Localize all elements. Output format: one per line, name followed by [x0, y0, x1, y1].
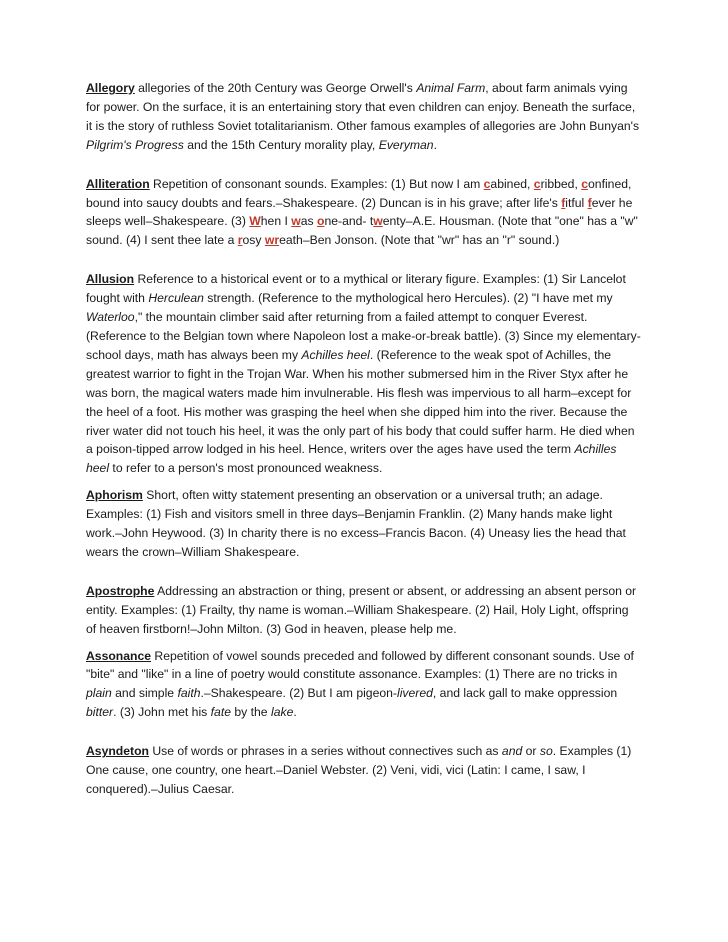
- definition-text: Use of words or phrases in a series without connectives such as: [148, 744, 502, 759]
- term-heading: Asyndeton: [86, 744, 149, 759]
- definition-text: ne-and- t: [324, 214, 374, 229]
- definition-text: , about farm animals vying for power. On the surface, it is an entertaining story that even children can enjoy. Beneath the surface, it is the story of ruthless Soviet totalitarianism. Other famous examples of allegories are John Bunyan's: [86, 81, 640, 133]
- italic-text: fate: [210, 705, 231, 720]
- italic-text: faith: [177, 686, 201, 701]
- italic-text: bitter: [86, 705, 114, 720]
- term-heading: Assonance: [86, 648, 152, 663]
- definition-text: Addressing an abstraction or thing, present or absent, or addressing an absent person or entity. Examples: (1) Frailty, thy name is woman.–William Shakespeare. (2) Hail, Holy Light, offspring of heaven firstborn!–John Milton. (3) God in heaven, please help me.: [86, 583, 637, 636]
- italic-text: so: [539, 744, 553, 759]
- italic-text: lake: [270, 705, 294, 720]
- glossary-entry-allegory: [86, 79, 642, 155]
- glossary-entry-alliteration: [86, 175, 642, 251]
- definition-text: abined,: [490, 176, 534, 191]
- definition-text: or: [522, 744, 540, 759]
- glossary-entry-apostrophe: [86, 582, 642, 639]
- definition-text: ever he sleeps well–Shakespeare. (3): [86, 195, 633, 229]
- italic-text: Achilles heel: [301, 347, 370, 362]
- definition-text: .–Shakespeare. (2) But I am pigeon-: [200, 686, 397, 701]
- definition-text: ," the mountain climber said after returning from a failed attempt to conquer Everest. (Reference to the Belgian town where Napoleon lost a make-or-break battle). (3) Since my elementary-school days, math has always been my: [86, 310, 641, 362]
- term-heading: Alliteration: [86, 176, 150, 191]
- highlighted-sound: c: [533, 176, 541, 191]
- glossary-entry-assonance: [86, 647, 642, 723]
- term-heading: Allusion: [86, 272, 135, 287]
- entry-spacer: [86, 155, 642, 175]
- definition-text: osy: [242, 233, 265, 248]
- definition-text: itful: [565, 195, 588, 210]
- definition-text: as: [300, 214, 318, 229]
- definition-text: Repetition of consonant sounds. Examples: (1) But now I am: [149, 176, 484, 191]
- highlighted-sound: w: [291, 214, 301, 229]
- definition-text: by the: [231, 705, 271, 720]
- glossary-entry-allusion: [86, 270, 642, 478]
- term-heading: Aphorism: [86, 488, 143, 503]
- entry-spacer: [86, 722, 642, 742]
- entry-spacer: [86, 250, 642, 270]
- definition-text: . Examples (1) One cause, one country, one heart.–Daniel Webster. (2) Veni, vidi, vici (Latin: I came, I saw, I conquered).–Julius Caesar.: [86, 744, 632, 796]
- term-heading: Apostrophe: [86, 583, 155, 598]
- definition-text: to refer to a person's most pronounced weakness.: [109, 461, 383, 476]
- italic-text: Herculean: [148, 291, 204, 306]
- definition-text: .: [293, 705, 297, 720]
- italic-text: Achilles heel: [86, 442, 617, 476]
- definition-text: ribbed,: [540, 176, 582, 191]
- highlighted-sound: wr: [264, 233, 280, 248]
- definition-text: allegories of the 20th Century was George Orwell's: [134, 81, 417, 95]
- highlighted-sound: r: [237, 233, 243, 248]
- italic-text: plain: [86, 686, 112, 701]
- definition-text: Reference to a historical event or to a mythical or literary figure. Examples: (1) Sir Lancelot fought with: [86, 272, 626, 306]
- glossary-entry-asyndeton: [86, 742, 642, 799]
- definition-text: and the 15th Century morality play,: [183, 137, 379, 152]
- definition-text: eath–Ben Jonson. (Note that "wr" has an "r" sound.): [279, 233, 560, 248]
- italic-text: Waterloo: [86, 310, 135, 325]
- definition-text: enty–A.E. Housman. (Note that "one" has a "w" sound. (4) I sent thee late a: [86, 214, 638, 248]
- glossary-entry-aphorism: [86, 486, 642, 562]
- definition-text: strength. (Reference to the mythological hero Hercules). (2) "I have met my: [203, 291, 613, 306]
- definition-text: , and lack gall to make oppression: [432, 686, 618, 701]
- italic-text: and: [501, 744, 523, 759]
- definition-text: . (3) John met his: [113, 705, 211, 720]
- definition-text: and simple: [111, 686, 178, 701]
- highlighted-sound: w: [373, 214, 383, 229]
- highlighted-sound: c: [483, 176, 491, 191]
- definition-text: .: [433, 137, 437, 152]
- highlighted-sound: o: [317, 214, 325, 229]
- highlighted-sound: c: [581, 176, 589, 191]
- highlighted-sound: f: [561, 195, 566, 210]
- definition-text: onfined, bound into saucy doubts and fears.–Shakespeare. (2) Duncan is in his grave; after life's: [86, 176, 632, 210]
- highlighted-sound: f: [587, 195, 592, 210]
- definition-text: . (Reference to the weak spot of Achilles, the greatest warrior to fight in the Trojan War. When his mother submersed him in the River Styx after he was born, the magical waters made him invulnerable. His flesh was impervious to all harm–except for the heel of a foot. His mother was grasping the heel when she dipped him into the river. Because the river water did not touch his heel, it was the only part of his body that could suffer harm. He died when a poison-tipped arrow lodged in his heel. Hence, writers over the ages have used the term: [86, 347, 635, 457]
- entry-spacer: [86, 562, 642, 582]
- term-heading: Allegory: [86, 81, 135, 95]
- italic-text: Everyman: [378, 137, 434, 152]
- entry-spacer: [86, 478, 642, 486]
- definition-text: hen I: [260, 214, 292, 229]
- entry-spacer: [86, 639, 642, 647]
- definition-text: Short, often witty statement presenting an observation or a universal truth; an adage. Examples: (1) Fish and visitors smell in three days–Benjamin Franklin. (2) Many hands make light work.–John Heywood. (3) In charity there is no excess–Francis Bacon. (4) Uneasy lies the head that wears the crown–William Shakespeare.: [86, 488, 626, 559]
- highlighted-sound: W: [249, 214, 261, 229]
- definition-text: Repetition of vowel sounds preceded and followed by different consonant sounds. Use of "bite" and "like" in a line of poetry would constitute assonance. Examples: (1) There are no tricks in: [86, 648, 634, 682]
- document-page: [86, 79, 642, 799]
- italic-text: livered: [396, 686, 433, 701]
- italic-text: Pilgrim's Progress: [86, 137, 184, 152]
- italic-text: Animal Farm: [416, 81, 486, 95]
